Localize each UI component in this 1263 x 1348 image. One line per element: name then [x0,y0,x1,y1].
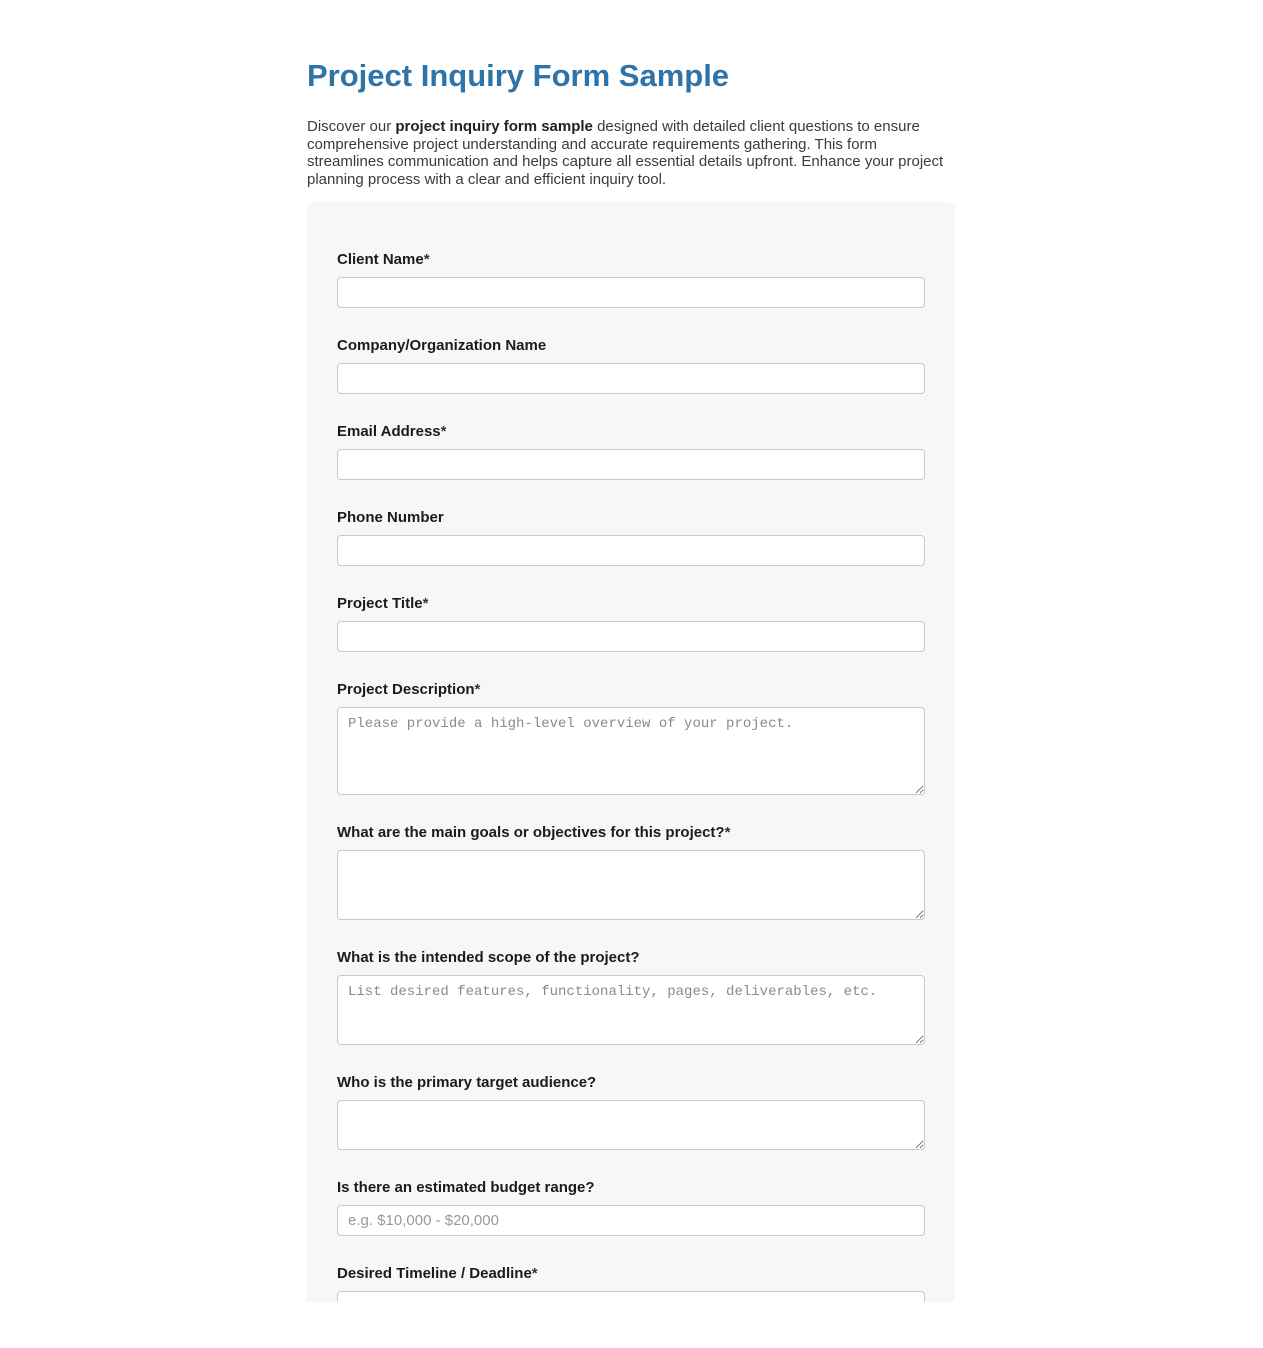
field-label-project-goals: What are the main goals or objectives for this project?* [337,824,731,841]
required-marker: * [440,423,447,440]
field-label-timeline-deadline: Desired Timeline / Deadline* [337,1265,538,1282]
field-label-budget-range: Is there an estimated budget range? [337,1179,595,1196]
project-goals-input[interactable] [337,850,925,920]
required-marker: * [724,824,731,841]
email-address-input[interactable] [337,449,925,480]
intro-text-bold: project inquiry form sample [395,118,593,135]
project-description-input[interactable] [337,707,925,795]
project-scope-input[interactable] [337,975,925,1045]
main-content [307,58,955,1302]
phone-number-input[interactable] [337,535,925,566]
required-marker: * [531,1265,538,1282]
required-marker: * [422,595,429,612]
field-group-email-address [337,423,925,480]
field-label-phone-number: Phone Number [337,509,444,526]
inquiry-form [337,251,925,1302]
intro-text-suffix: designed with detailed client questions to ensure comprehensive project understanding and accurate requirements gathering. This form streamlines communication and helps capture all essential details upfront. Enhance your project planning process with a clear and efficient inquiry tool. [307,118,944,188]
field-group-phone-number [337,509,925,566]
field-group-target-audience [337,1074,925,1150]
field-label-email-address: Email Address* [337,423,447,440]
field-label-project-title: Project Title* [337,595,429,612]
field-group-project-goals [337,824,925,920]
inquiry-form-panel [307,202,955,1302]
field-label-company-organization-name: Company/Organization Name [337,337,547,354]
field-group-timeline-deadline [337,1265,925,1302]
field-label-target-audience: Who is the primary target audience? [337,1074,597,1091]
required-marker: * [474,681,481,698]
field-label-client-name: Client Name* [337,251,430,268]
field-group-project-title [337,595,925,652]
required-marker: * [423,251,430,268]
target-audience-input[interactable] [337,1100,925,1150]
client-name-input[interactable] [337,277,925,308]
timeline-deadline-input[interactable] [337,1291,925,1302]
field-label-project-description: Project Description* [337,681,481,698]
field-group-budget-range [337,1179,925,1236]
intro-paragraph [307,118,953,188]
field-label-project-scope: What is the intended scope of the project? [337,949,640,966]
project-title-input[interactable] [337,621,925,652]
company-organization-name-input[interactable] [337,363,925,394]
budget-range-input[interactable] [337,1205,925,1236]
intro-text-prefix: Discover our [307,118,396,135]
field-group-project-description [337,681,925,795]
field-group-project-scope [337,949,925,1045]
page-title: Project Inquiry Form Sample [307,58,730,93]
field-group-company-organization-name [337,337,925,394]
field-group-client-name [337,251,925,308]
